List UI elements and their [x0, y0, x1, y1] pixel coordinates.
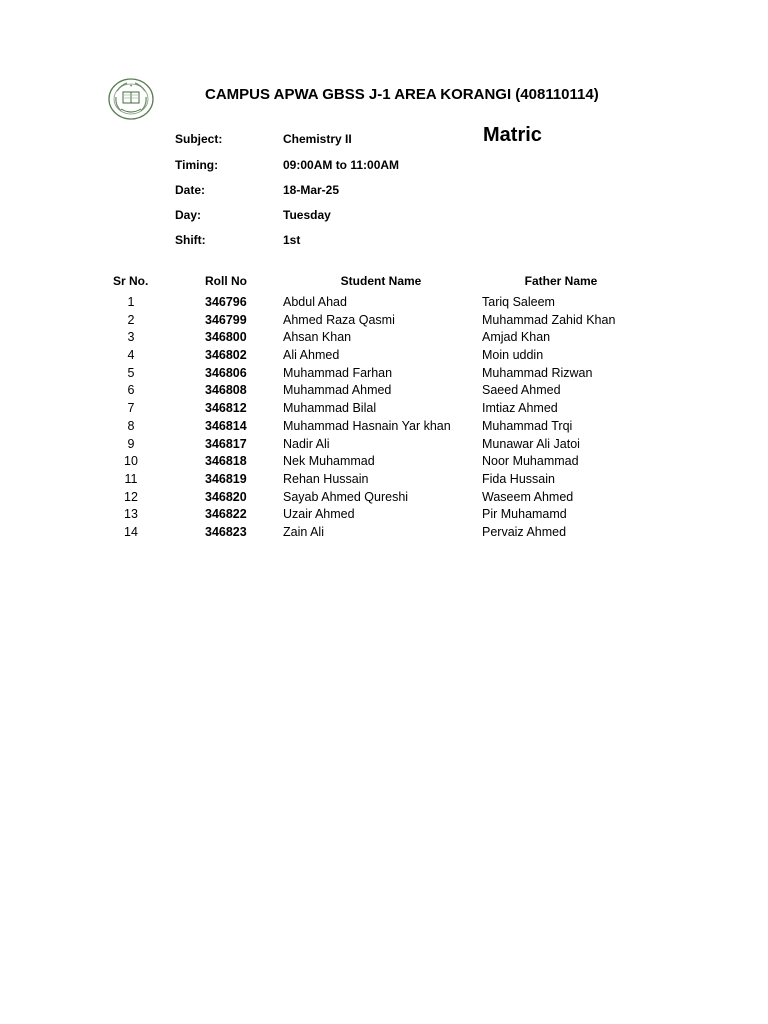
student-name-cell: Ahsan Khan	[283, 330, 352, 345]
roll-no-cell: 346802	[205, 348, 247, 363]
roll-no-cell: 346823	[205, 524, 247, 539]
svg-text:✦: ✦	[129, 83, 133, 88]
father-name-cell: Munawar Ali Jatoi	[482, 436, 580, 451]
student-name-cell: Zain Ali	[283, 524, 324, 539]
sr-no-cell: 13	[124, 507, 138, 522]
sr-no-cell: 5	[127, 365, 135, 380]
father-name-cell: Muhammad Rizwan	[482, 365, 593, 380]
student-table	[0, 295, 768, 543]
sr-no-cell: 9	[127, 436, 135, 451]
info-row-date	[0, 183, 768, 203]
info-label: Date:	[175, 183, 206, 197]
roll-no-cell: 346820	[205, 489, 247, 504]
roll-no-cell: 346812	[205, 401, 247, 416]
student-name-cell: Abdul Ahad	[283, 295, 347, 309]
student-name-cell: Muhammad Bilal	[283, 401, 377, 416]
info-value: 09:00AM to 11:00AM	[283, 158, 400, 172]
table-row	[0, 454, 768, 472]
table-row	[0, 401, 768, 419]
info-label: Shift:	[175, 233, 206, 247]
father-name-cell: Pir Muhamamd	[482, 507, 567, 522]
sr-no-cell: 12	[124, 489, 138, 504]
roll-no-cell: 346799	[205, 312, 247, 327]
student-name-cell: Muhammad Ahmed	[283, 383, 392, 398]
table-row	[0, 348, 768, 366]
table-row	[0, 330, 768, 348]
table-row	[0, 313, 768, 331]
father-name-cell: Moin uddin	[482, 348, 544, 363]
roll-no-cell: 346818	[205, 454, 247, 469]
info-row-timing	[0, 158, 768, 178]
info-label: Day:	[175, 208, 202, 222]
info-label: Timing:	[175, 158, 219, 172]
father-name-cell: Fida Hussain	[482, 471, 555, 486]
sr-no-cell: 11	[124, 471, 138, 486]
student-name-cell: Muhammad Hasnain Yar khan	[283, 418, 451, 433]
sr-no-cell: 10	[124, 454, 138, 469]
roll-no-cell: 346800	[205, 330, 247, 345]
info-value: Tuesday	[283, 208, 331, 222]
school-crest-icon	[107, 77, 155, 121]
info-row-subject	[0, 132, 768, 152]
sr-no-cell: 14	[124, 524, 138, 539]
roll-no-cell: 346796	[205, 295, 247, 309]
info-value: 1st	[283, 233, 301, 247]
table-row	[0, 295, 768, 313]
father-name-cell: Waseem Ahmed	[482, 489, 574, 504]
roll-no-cell: 346817	[205, 436, 247, 451]
student-name-cell: Rehan Hussain	[283, 471, 369, 486]
column-header-sr-no: Sr No.	[113, 274, 149, 288]
father-name-cell: Amjad Khan	[482, 330, 551, 345]
column-header-father-name: Father Name	[524, 274, 598, 288]
student-name-cell: Sayab Ahmed Qureshi	[283, 489, 409, 504]
sr-no-cell: 1	[127, 295, 135, 309]
student-name-cell: Ahmed Raza Qasmi	[283, 312, 395, 327]
table-row	[0, 507, 768, 525]
student-name-cell: Muhammad Farhan	[283, 365, 393, 380]
info-row-shift	[0, 233, 768, 253]
sr-no-cell: 3	[127, 330, 135, 345]
info-label: Subject:	[175, 132, 223, 146]
page-title: CAMPUS APWA GBSS J-1 AREA KORANGI (408110114)	[205, 86, 599, 103]
sr-no-cell: 2	[127, 312, 135, 327]
sr-no-cell: 4	[127, 348, 135, 363]
exam-level: Matric	[483, 124, 542, 146]
table-row	[0, 525, 768, 543]
roll-no-cell: 346808	[205, 383, 247, 398]
column-header-roll-no: Roll No	[205, 274, 247, 288]
father-name-cell: Tariq Saleem	[482, 295, 555, 309]
roll-no-cell: 346822	[205, 507, 247, 522]
father-name-cell: Pervaiz Ahmed	[482, 524, 567, 539]
sr-no-cell: 7	[127, 401, 135, 416]
father-name-cell: Imtiaz Ahmed	[482, 401, 558, 416]
table-row	[0, 383, 768, 401]
roll-no-cell: 346806	[205, 365, 247, 380]
student-name-cell: Nek Muhammad	[283, 454, 375, 469]
table-row	[0, 366, 768, 384]
table-row	[0, 472, 768, 490]
father-name-cell: Saeed Ahmed	[482, 383, 561, 398]
father-name-cell: Muhammad Zahid Khan	[482, 312, 616, 327]
column-header-student-name: Student Name	[340, 274, 422, 288]
table-row	[0, 490, 768, 508]
student-name-cell: Ali Ahmed	[283, 348, 340, 363]
info-value: 18-Mar-25	[283, 183, 340, 197]
info-value: Chemistry II	[283, 132, 352, 146]
info-row-day	[0, 208, 768, 228]
table-row	[0, 437, 768, 455]
student-name-cell: Nadir Ali	[283, 436, 330, 451]
roll-no-cell: 346819	[205, 471, 247, 486]
table-row	[0, 419, 768, 437]
father-name-cell: Muhammad Trqi	[482, 418, 573, 433]
sr-no-cell: 8	[127, 418, 135, 433]
father-name-cell: Noor Muhammad	[482, 454, 579, 469]
roll-no-cell: 346814	[205, 418, 247, 433]
student-name-cell: Uzair Ahmed	[283, 507, 355, 522]
sr-no-cell: 6	[127, 383, 135, 398]
